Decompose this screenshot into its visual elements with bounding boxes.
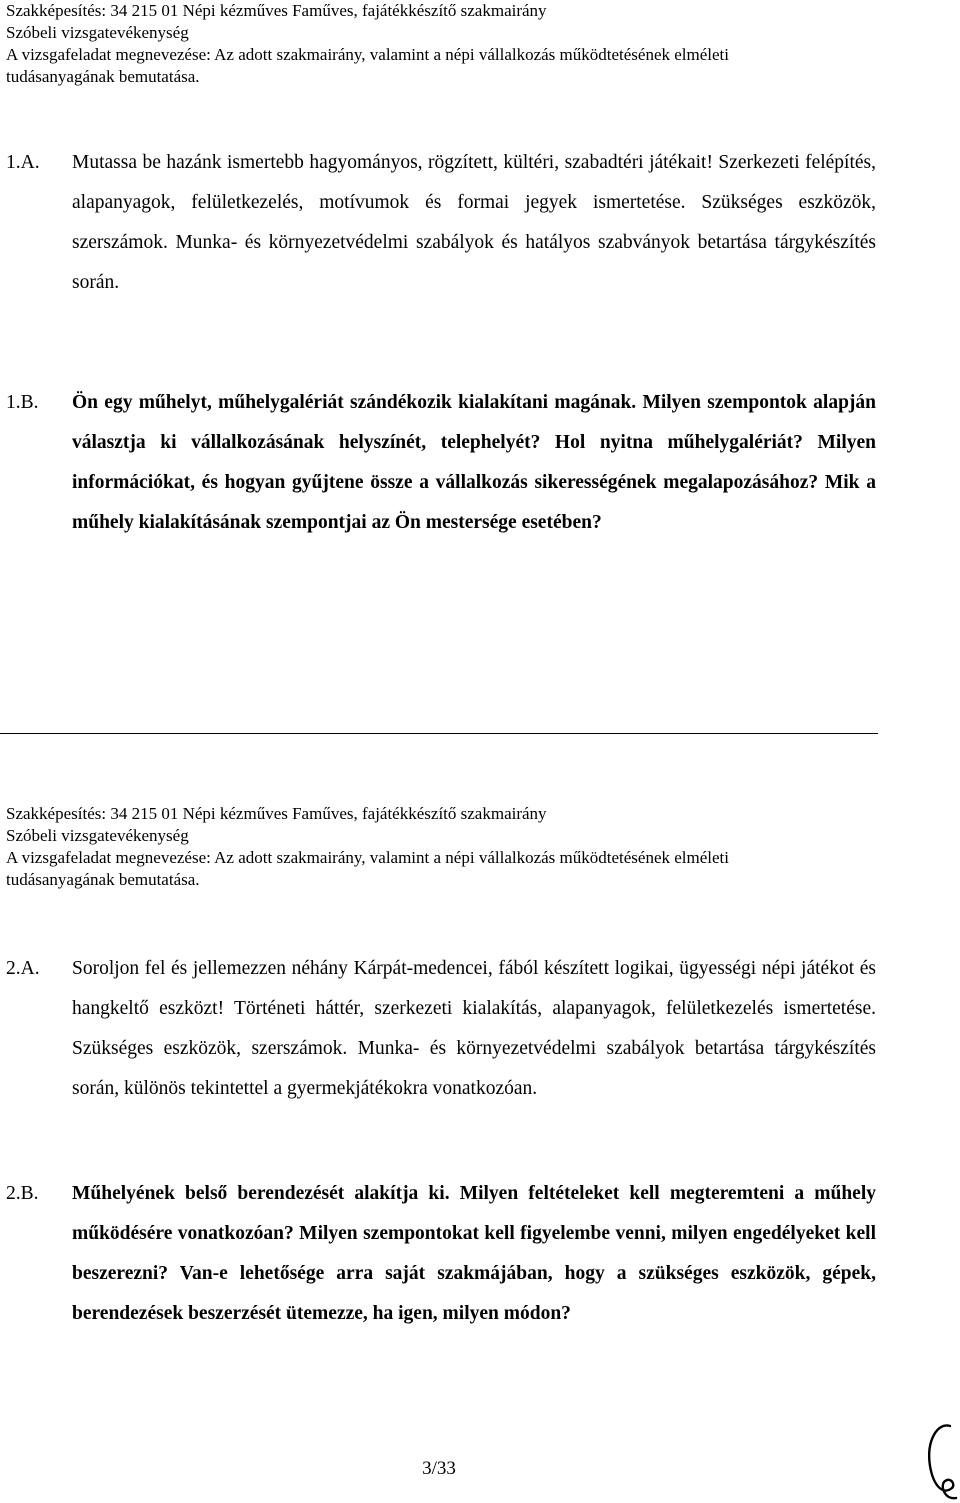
header-qualification: Szakképesítés: 34 215 01 Népi kézműves Faműves, fajátékkészítő szakmairány xyxy=(6,804,547,823)
page-number: 3/33 xyxy=(422,1458,456,1479)
page-divider xyxy=(0,733,878,734)
page-header xyxy=(6,803,906,891)
header-qualification: Szakképesítés: 34 215 01 Népi kézműves Faműves, fajátékkészítő szakmairány xyxy=(6,1,547,20)
question-text: Mutassa be hazánk ismertebb hagyományos, rögzített, kültéri, szabadtéri játékait! Szerkezeti felépítés, alapanyagok, felületkezelés, motívumok és formai jegyek ismertetése. Szükséges eszközök, szerszámok. Munka- és környezetvédelmi szabályok és hatályos szabványok betartása tárgykészítés során. xyxy=(72,152,876,293)
question-text: Soroljon fel és jellemezzen néhány Kárpát-medencei, fából készített logikai, ügyességi népi játékot és hangkeltő eszközt! Történeti háttér, szerkezeti kialakítás, alapanyagok, felületkezelés ismertetése. Szükséges eszközök, szerszámok. Munka- és környezetvédelmi szabályok betartása tárgykészítés során, különös tekintettel a gyermekjátékokra vonatkozóan. xyxy=(72,958,876,1099)
question-2a xyxy=(6,949,876,1109)
header-task-name: A vizsgafeladat megnevezése: Az adott szakmairány, valamint a népi vállalkozás működtetésének elméleti xyxy=(6,45,730,64)
question-1b xyxy=(6,383,876,543)
header-task-name-continued: tudásanyagának bemutatása. xyxy=(6,67,200,86)
question-1a xyxy=(6,143,876,303)
header-task-name-continued: tudásanyagának bemutatása. xyxy=(6,870,200,889)
page-header xyxy=(6,0,906,88)
question-text: Műhelyének belső berendezését alakítja ki. Milyen feltételeket kell megteremteni a műhely működésére vonatkozóan? Milyen szempontokat kell figyelembe venni, milyen engedélyeket kell beszerezni? Van-e lehetősége arra saját szakmájában, hogy a szükséges eszközök, gépek, berendezések beszerzését ütemezze, ha igen, milyen módon? xyxy=(72,1183,876,1324)
header-task-name: A vizsgafeladat megnevezése: Az adott szakmairány, valamint a népi vállalkozás működtetésének elméleti xyxy=(6,848,730,867)
question-text: Ön egy műhelyt, műhelygalériát szándékozik kialakítani magának. Milyen szempontok alapján választja ki vállalkozásának helyszínét, telephelyét? Hol nyitna műhelygalériát? Milyen információkat, és hogyan gyűjtene össze a vállalkozás sikerességének megalapozásához? Mik a műhely kialakításának szempontjai az Ön mestersége esetében? xyxy=(72,392,876,533)
header-activity: Szóbeli vizsgatevékenység xyxy=(6,23,189,42)
question-number: 1.A. xyxy=(6,152,40,173)
question-number: 1.B. xyxy=(6,392,39,413)
question-2b xyxy=(6,1174,876,1334)
header-activity: Szóbeli vizsgatevékenység xyxy=(6,826,189,845)
signature-mark xyxy=(920,1418,960,1503)
question-number: 2.B. xyxy=(6,1183,39,1204)
question-number: 2.A. xyxy=(6,958,40,979)
